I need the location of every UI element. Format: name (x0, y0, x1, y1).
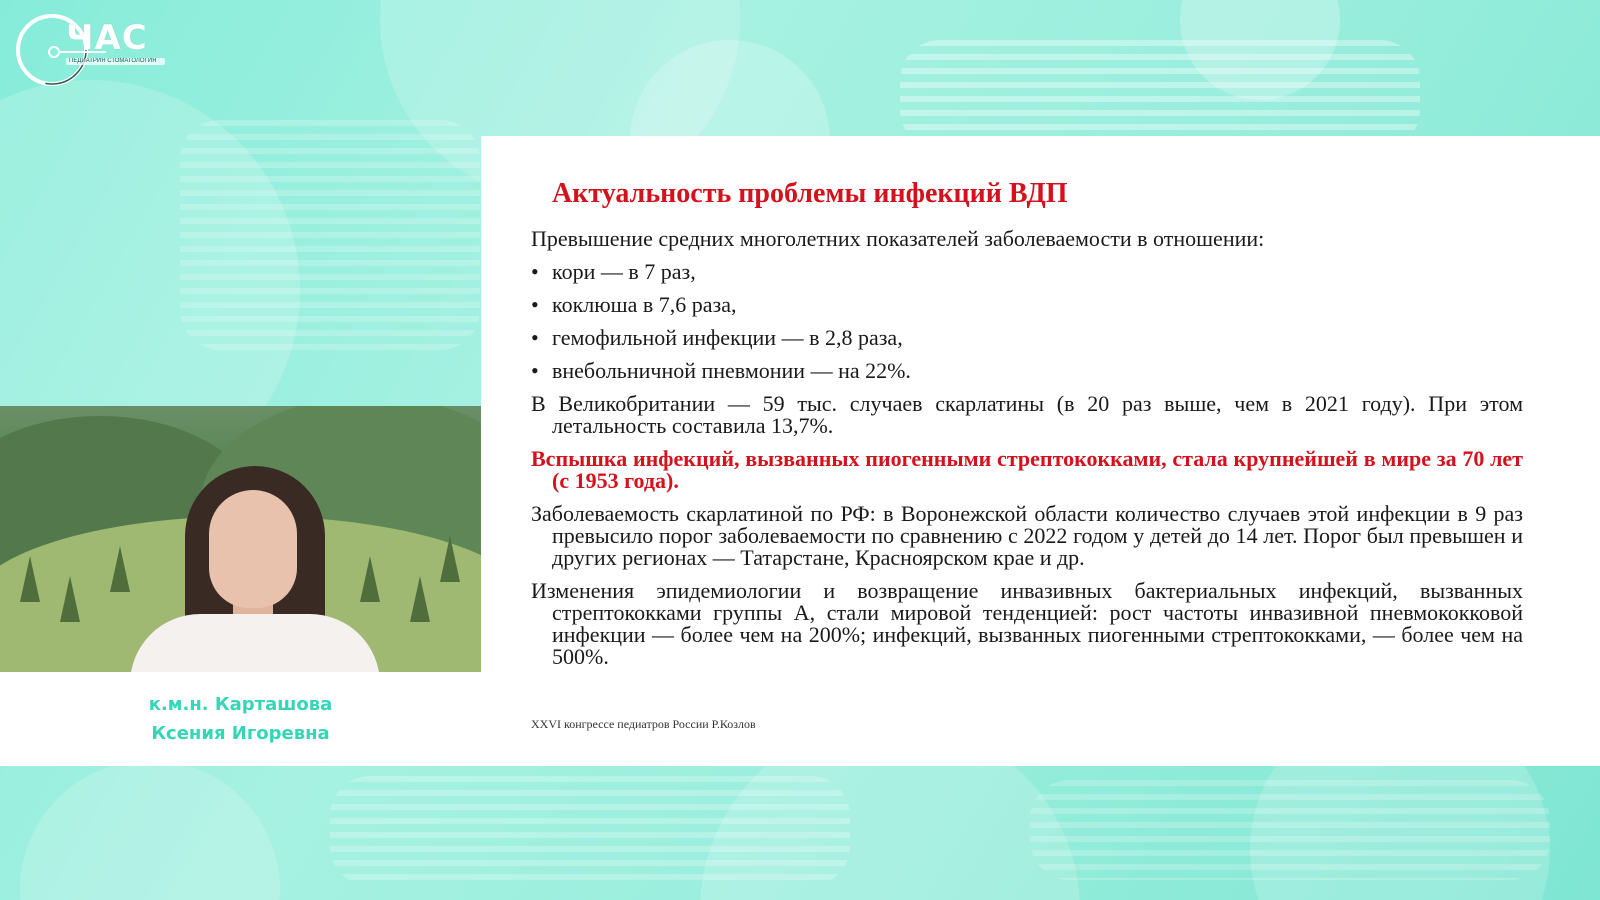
paragraph-trend: Изменения эпидемиологии и возвращение инвазивных бактериальных инфекций, вызванных стрептококками группы А, стали мировой тенденцией: рост частоты инвазивной пневмококковой инфекции — более чем на 200%; инфекций, вызванных пиогенными стрептококками, — более чем на 500%. (531, 578, 1523, 669)
slide-intro: Превышение средних многолетних показателей заболеваемости в отношении: (531, 226, 1265, 251)
channel-logo (14, 12, 157, 92)
speaker-name-line2: Ксения Игоревна (151, 723, 330, 744)
slide-content (531, 228, 1523, 668)
paragraph-outbreak: Вспышка инфекций, вызванных пиогенными стрептококками, стала крупнейшей в мире за 70 лет (с 1953 года). (531, 446, 1523, 493)
presentation-slide (481, 136, 1600, 766)
speaker-name-line1: к.м.н. Карташова (148, 694, 333, 715)
slide-title: Актуальность проблемы инфекций ВДП (552, 178, 1068, 209)
video-tree (60, 576, 80, 622)
bullet-item: • внебольничной пневмонии — на 22%. (531, 360, 1523, 382)
background-stripes (900, 40, 1420, 150)
background-stripes (180, 120, 480, 350)
video-tree (110, 546, 130, 592)
bullet-item: • кори — в 7 раз, (531, 261, 1523, 283)
paragraph-rf: Заболеваемость скарлатиной по РФ: в Воронежской области количество случаев этой инфекции в 9 раз превысило порог заболеваемости по сравнению с 2022 годом у детей до 14 лет. Порог был превышен и других регионах — Татарстане, Красноярском крае и др. (531, 501, 1523, 570)
video-tree (440, 536, 460, 582)
video-tree (20, 556, 40, 602)
background-blob (20, 760, 280, 900)
slide-footnote: XXVI конгрессе педиатров России Р.Козлов (531, 717, 756, 731)
bullet-list (531, 261, 1523, 382)
paragraph-uk: В Великобритании — 59 тыс. случаев скарлатины (в 20 раз выше, чем в 2021 году). При этом летальность составила 13,7%. (531, 391, 1523, 438)
logo-subtitle: ПЕДИАТРИЯ СТОМАТОЛОГИЯ (66, 58, 165, 65)
speaker-video (0, 406, 481, 672)
video-tree (360, 556, 380, 602)
speaker-face (209, 490, 297, 608)
background-stripes (1030, 780, 1550, 880)
video-tree (410, 576, 430, 622)
bullet-item: • коклюша в 7,6 раза, (531, 294, 1523, 316)
bullet-item: • гемофильной инфекции — в 2,8 раза, (531, 327, 1523, 349)
speaker-body (130, 614, 380, 672)
speaker-name (0, 690, 481, 748)
logo-text: ЧАС (66, 18, 148, 58)
background-stripes (330, 776, 850, 886)
